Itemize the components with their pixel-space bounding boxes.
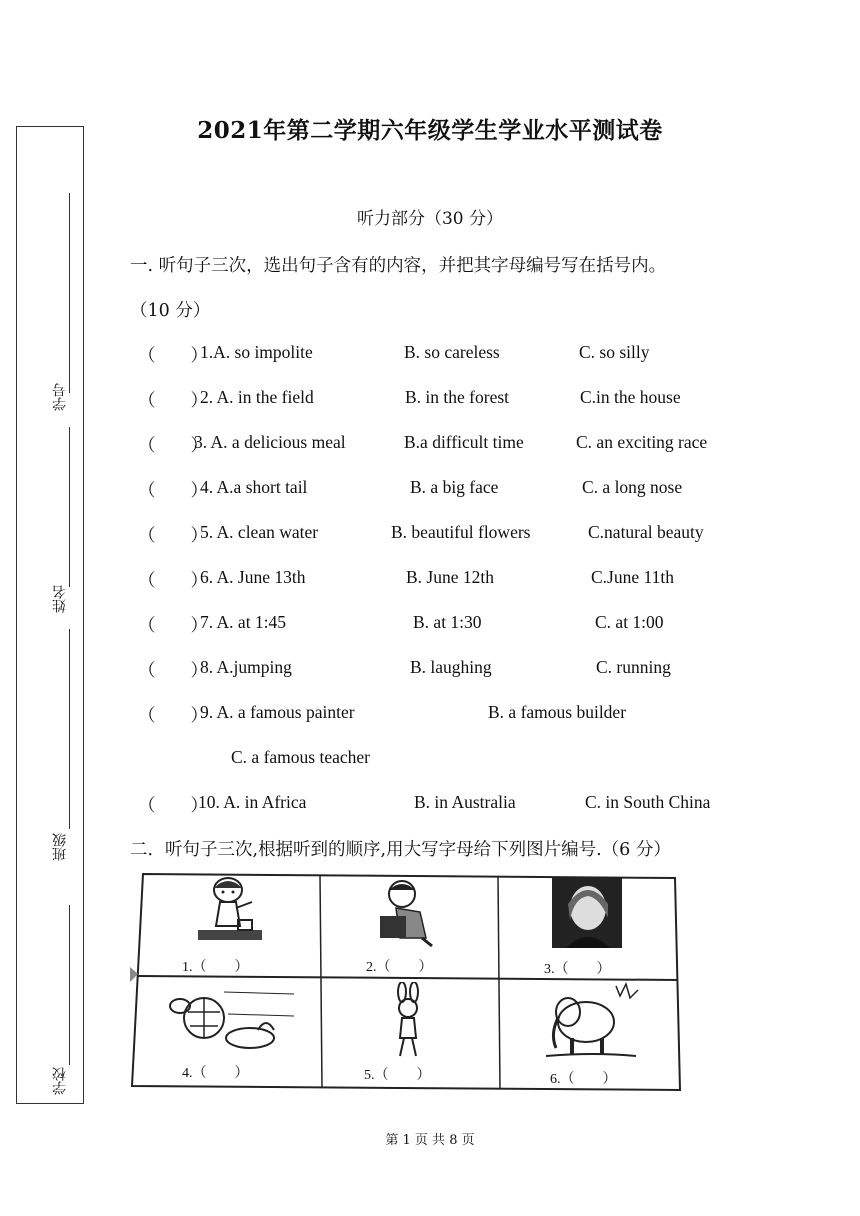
option-a: 2. A. in the field (200, 387, 314, 407)
elephant-icon (546, 982, 642, 1060)
answer-paren[interactable]: （ ） (138, 705, 208, 725)
picture-caption-5: 5.（ ） (364, 1068, 431, 1083)
picture-caption-6: 6.（ ） (550, 1072, 617, 1087)
answer-paren[interactable]: （ ） (138, 570, 208, 590)
option-c: C.in the house (580, 387, 681, 407)
question-row (138, 522, 738, 550)
option-b: B. a famous builder (488, 702, 627, 722)
option-c: C. a long nose (582, 477, 683, 497)
answer-paren[interactable]: （ ） (138, 345, 208, 365)
answer-paren[interactable]: （ ） (138, 435, 208, 455)
option-b: B. laughing (410, 657, 492, 677)
option-b: B. in the forest (405, 387, 510, 407)
picture-caption-1: 1.（ ） (182, 960, 249, 975)
option-b: B. in Australia (414, 792, 516, 812)
option-a: 6. A. June 13th (200, 567, 306, 587)
answer-paren[interactable]: （ ） (138, 390, 208, 410)
question-row (138, 342, 738, 370)
option-a: 1.A. so impolite (200, 342, 313, 362)
margin-line (69, 629, 70, 829)
tortoise-and-hare-icon (158, 982, 298, 1058)
option-c: C. in South China (585, 792, 711, 812)
woman-portrait-icon (552, 878, 622, 948)
question-row (138, 792, 738, 820)
binding-margin (16, 126, 84, 1104)
section1-points: （10 分） (130, 301, 211, 321)
option-b: B. at 1:30 (413, 612, 482, 632)
option-c: C.June 11th (591, 567, 674, 587)
answer-paren[interactable]: （ ） (138, 615, 208, 635)
margin-label-student-no: 学号 (52, 383, 68, 411)
margin-label-name: 姓名 (52, 585, 68, 613)
section2-instruction: 二．听句子三次,根据听到的顺序,用大写字母给下列图片编号.（6 分） (130, 840, 671, 860)
rabbit-icon (388, 982, 428, 1058)
boy-with-box-icon (370, 878, 444, 948)
option-b: B. a big face (410, 477, 499, 497)
picture-grid (130, 872, 692, 1094)
margin-line (69, 905, 70, 1065)
section1-instruction: 一. 听句子三次，选出句子含有的内容，并把其字母编号写在括号内。 (130, 256, 667, 276)
option-c: C. running (596, 657, 671, 677)
option-a: 8. A.jumping (200, 657, 292, 677)
question-row (138, 432, 738, 460)
option-c: C. an exciting race (576, 432, 708, 452)
answer-paren[interactable]: （ ） (138, 480, 208, 500)
option-c: C. at 1:00 (595, 612, 664, 632)
page-footer: 第 1 页 共 8 页 (385, 1133, 475, 1148)
question-row (138, 477, 738, 505)
option-b: B. June 12th (406, 567, 494, 587)
option-c: C. so silly (579, 342, 650, 362)
girl-cooking-icon (190, 876, 270, 948)
page-title: 2021年第二学期六年级学生学业水平测试卷 (197, 117, 663, 144)
option-a: 9. A. a famous painter (200, 702, 355, 722)
option-a: 5. A. clean water (200, 522, 319, 542)
question-row (138, 567, 738, 595)
picture-caption-3: 3.（ ） (544, 962, 611, 977)
question-row-continued (138, 747, 738, 775)
answer-paren[interactable]: （ ） (138, 525, 208, 545)
option-a: 7. A. at 1:45 (200, 612, 287, 632)
answer-paren[interactable]: （ ） (138, 795, 208, 815)
option-c: C.natural beauty (588, 522, 704, 542)
question-row (138, 387, 738, 415)
option-c: C. a famous teacher (231, 747, 370, 767)
margin-label-class: 班级 (52, 833, 68, 861)
option-b: B.a difficult time (404, 432, 524, 452)
picture-caption-2: 2.（ ） (366, 960, 433, 975)
option-a: 4. A.a short tail (200, 477, 308, 497)
listening-heading: 听力部分（30 分） (356, 209, 504, 229)
option-a: 3. A. a delicious meal (194, 432, 346, 452)
picture-caption-4: 4.（ ） (182, 1066, 249, 1081)
option-b: B. beautiful flowers (391, 522, 531, 542)
margin-line (69, 427, 70, 587)
answer-paren[interactable]: （ ） (138, 660, 208, 680)
question-row (138, 612, 738, 640)
option-b: B. so careless (404, 342, 500, 362)
margin-label-school: 学校 (52, 1067, 68, 1095)
question-row (138, 702, 738, 730)
question-row (138, 657, 738, 685)
option-a: 10. A. in Africa (198, 792, 307, 812)
